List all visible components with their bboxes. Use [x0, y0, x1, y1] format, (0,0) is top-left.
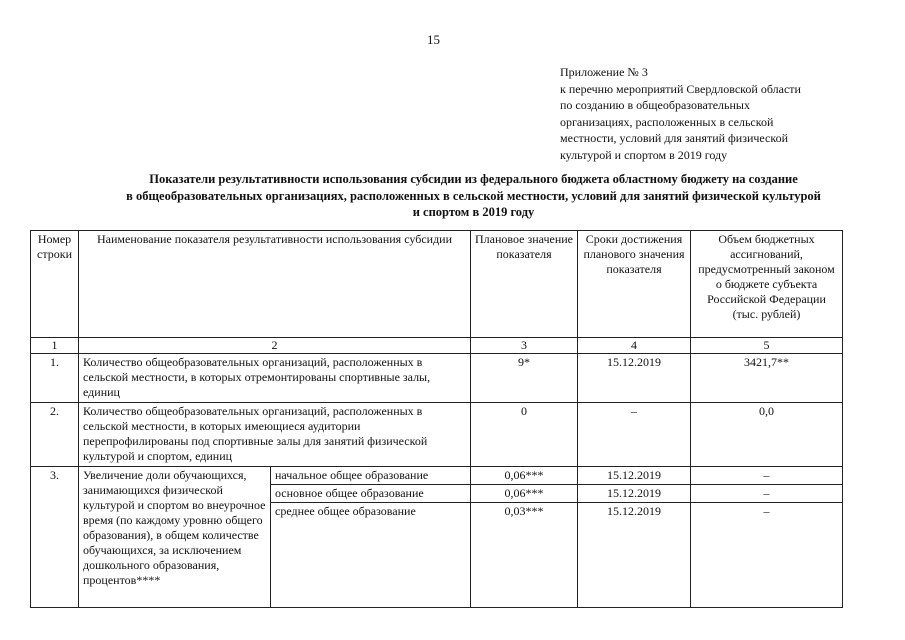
header-cell: Номер строки [31, 231, 79, 338]
plan-value: 0,03*** [471, 503, 578, 608]
appendix-line: Приложение № 3 [560, 65, 648, 79]
column-number: 3 [471, 338, 578, 354]
title-line: в общеобразовательных организациях, расположенных в сельской местности, условий для занятий физической культурой [126, 188, 821, 203]
header-cell: Объем бюджетных ассигнований, предусмотренный законом о бюджете субъекта Российской Федерации (тыс. рублей) [691, 231, 843, 338]
document-title [40, 171, 905, 221]
deadline: 15.12.2019 [578, 503, 691, 608]
appendix-line: по созданию в общеобразовательных [560, 98, 750, 112]
title-line: и спортом в 2019 году [412, 205, 535, 219]
appendix-line: к перечню мероприятий Свердловской области [560, 81, 801, 96]
appendix-line: культурой и спортом в 2019 году [560, 147, 728, 162]
plan-value: 9* [471, 354, 578, 403]
budget-value: – [691, 467, 843, 485]
indicator-name: Количество общеобразовательных организаций, расположенных в сельской местности, в которых отремонтированы спортивные залы, единиц [79, 354, 471, 403]
indicator-name: Увеличение доли обучающихся, занимающихся физической культурой и спортом во внеурочное время (по каждому уровню общего образования), в общем количестве обучающихся, за исключением дошкольного образования, процентов**** [79, 467, 271, 608]
education-level: основное общее образование [271, 485, 471, 503]
row-number: 2. [31, 403, 79, 467]
education-level: среднее общее образование [271, 503, 471, 608]
table-row [31, 467, 843, 485]
table-row [31, 403, 843, 467]
title-line: Показатели результативности использования субсидии из федерального бюджета областному бюджету на создание [149, 172, 798, 186]
budget-value: 0,0 [691, 403, 843, 467]
deadline: 15.12.2019 [578, 354, 691, 403]
table-row [31, 354, 843, 403]
budget-value: – [691, 503, 843, 608]
column-number: 4 [578, 338, 691, 354]
education-level: начальное общее образование [271, 467, 471, 485]
header-cell: Наименование показателя результативности использования субсидии [79, 231, 471, 338]
appendix-line: местности, условий для занятий физической [560, 131, 789, 145]
plan-value: 0,06*** [471, 485, 578, 503]
column-number: 2 [79, 338, 471, 354]
column-number-row [31, 338, 843, 354]
indicator-name: Количество общеобразовательных организаций, расположенных в сельской местности, в которых имеющиеся аудитории перепрофилированы под спортивные залы для занятий физической культурой и спортом, единиц [79, 403, 471, 467]
column-number: 5 [691, 338, 843, 354]
deadline: 15.12.2019 [578, 485, 691, 503]
row-number: 1. [31, 354, 79, 403]
budget-value: 3421,7** [691, 354, 843, 403]
row-number: 3. [31, 467, 79, 608]
plan-value: 0 [471, 403, 578, 467]
budget-value: – [691, 485, 843, 503]
appendix-line: организациях, расположенных в сельской [560, 114, 774, 129]
table-header-row [31, 231, 843, 338]
header-cell: Плановое значение показателя [471, 231, 578, 338]
plan-value: 0,06*** [471, 467, 578, 485]
page-number: 15 [427, 32, 440, 47]
deadline: 15.12.2019 [578, 467, 691, 485]
column-number: 1 [31, 338, 79, 354]
appendix-note [560, 64, 801, 163]
header-cell: Сроки достижения планового значения показателя [578, 231, 691, 338]
indicators-table [30, 230, 843, 608]
deadline: – [578, 403, 691, 467]
